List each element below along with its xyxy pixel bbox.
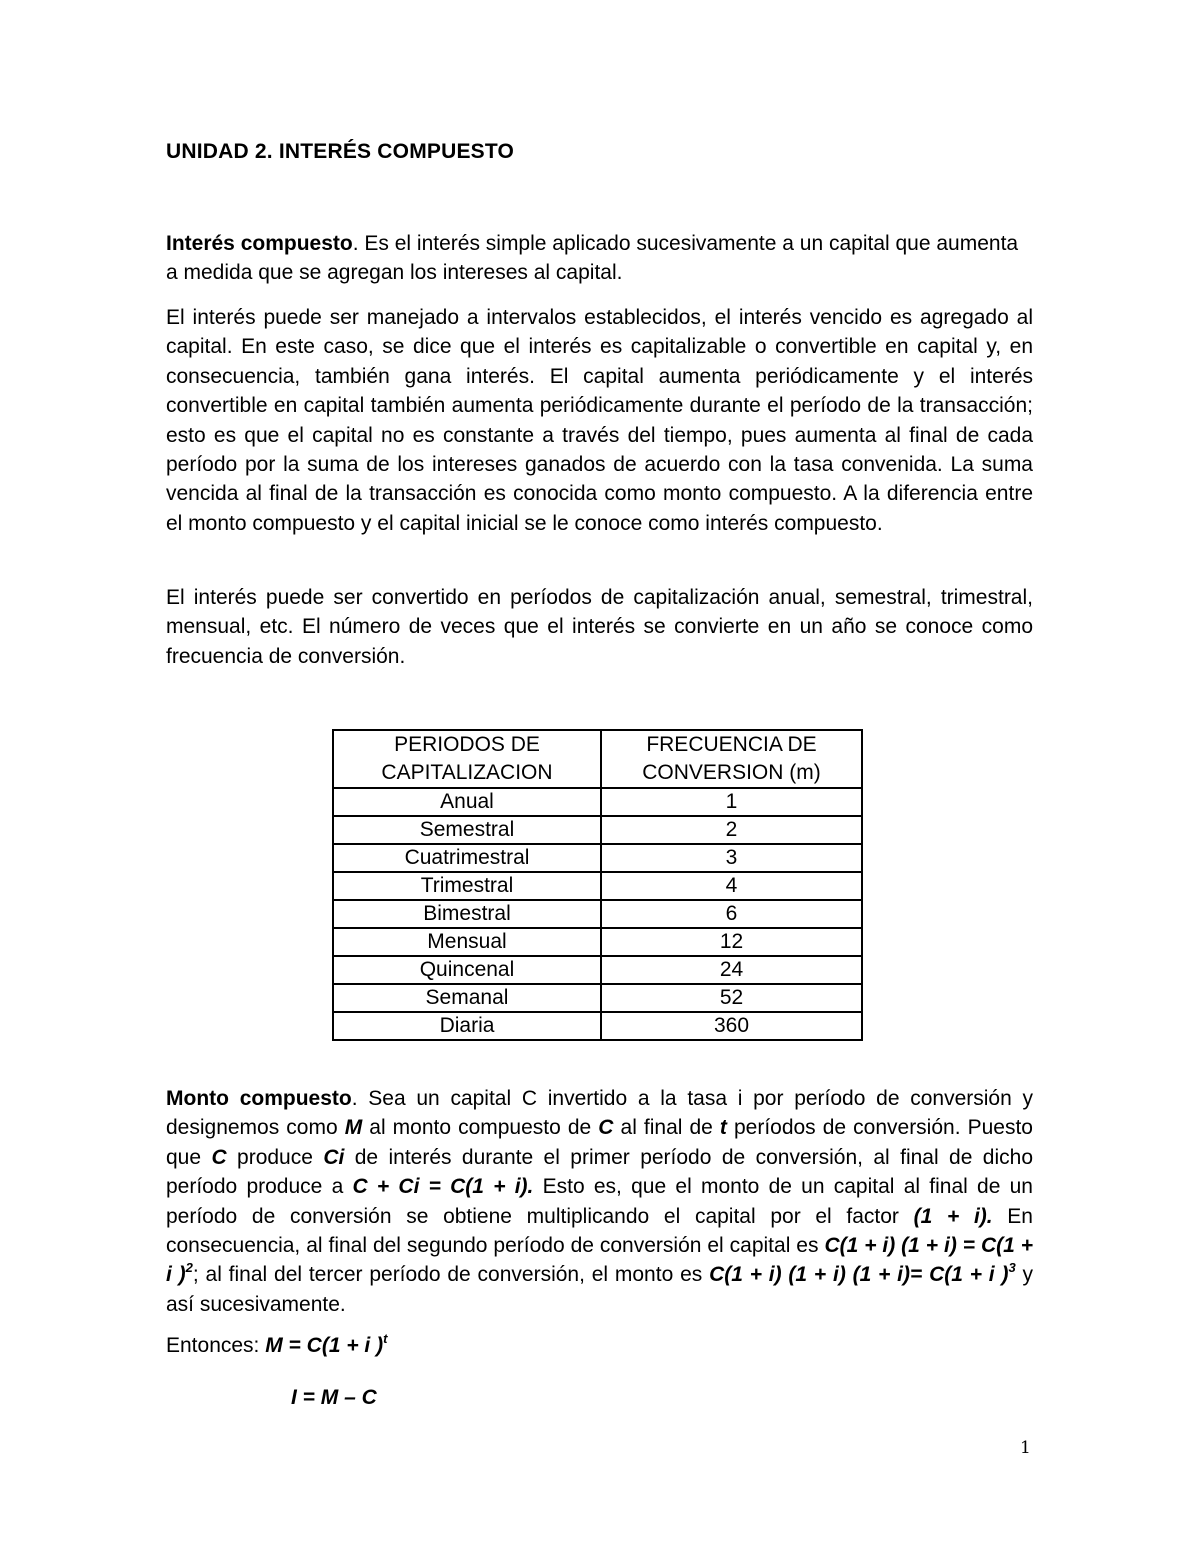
formula-m (265, 1331, 388, 1357)
equation-text: C(1 + i) (1 + i) = C(1 + i ) (166, 1234, 1034, 1287)
text-segment: produce (226, 1145, 324, 1169)
text-segment: al final de (613, 1116, 720, 1140)
paragraph-monto-compuesto (166, 1084, 1033, 1319)
period-cell: Diaria (333, 1012, 601, 1040)
page-number: 1 (1020, 1438, 1031, 1458)
definition-text: . Es el interés simple aplicado sucesivamente a un capital que aumenta a medida que se agregan los intereses al capital. (166, 232, 1019, 285)
period-cell: Bimestral (333, 900, 601, 928)
equation-first-period: C + Ci = C(1 + i). (352, 1175, 534, 1199)
symbol-ci: Ci (323, 1145, 345, 1169)
text-segment: En consecuencia, al final del segundo período de conversión el capital es (166, 1204, 1033, 1258)
formula-interes: I = M – C (291, 1386, 377, 1409)
header-periods: PERIODOS DE CAPITALIZACION (333, 730, 601, 788)
paragraph-capitalization: El interés puede ser manejado a intervalos establecidos, el interés vencido es agregado al capital. En este caso, se dice que el interés es capitalizable o convertible en capital y, en consecuencia, también gana interés. El capital aumenta periódicamente y el interés convertible en capital también aumenta periódicamente durante el período de la transacción; esto es que el capital no es constante a través del tiempo, pues aumenta al final de cada período por la suma de los intereses ganados de acuerdo con la tasa convenida. La suma vencida al final de la transacción es conocida como monto compuesto. A la diferencia entre el monto compuesto y el capital inicial se le conoce como interés compuesto. (166, 306, 1033, 535)
table-row (333, 928, 862, 956)
formula-monto (166, 1331, 388, 1358)
text-segment: y así sucesivamente. (166, 1263, 1033, 1316)
period-cell: Semanal (333, 984, 601, 1012)
text-segment: períodos de conversión. Puesto que (166, 1116, 1033, 1169)
period-cell: Anual (333, 788, 601, 816)
symbol-t: t (719, 1116, 727, 1140)
frequency-cell: 2 (601, 816, 862, 844)
formula-text: M = C(1 + i ) (265, 1334, 384, 1357)
conversion-frequency-table (332, 729, 863, 1041)
exponent: t (383, 1331, 388, 1346)
period-cell: Mensual (333, 928, 601, 956)
equation-factor: (1 + i). (913, 1204, 993, 1228)
period-cell: Trimestral (333, 872, 601, 900)
frequency-cell: 360 (601, 1012, 862, 1040)
frequency-cell: 3 (601, 844, 862, 872)
table-row (333, 956, 862, 984)
paragraph-conversion-frequency: El interés puede ser convertido en períodos de capitalización anual, semestral, trimestral, mensual, etc. El número de veces que el interés se convierte en un año se conoce como frecuencia de conversión. (166, 586, 1033, 668)
period-cell: Cuatrimestral (333, 844, 601, 872)
table-row (333, 900, 862, 928)
table-header-row (333, 730, 862, 788)
equation-text: C(1 + i) (1 + i) (1 + i)= C(1 + i ) (709, 1263, 1009, 1287)
page-title: UNIDAD 2. INTERÉS COMPUESTO (166, 140, 515, 163)
exponent: 3 (1008, 1260, 1016, 1276)
text-segment: . Sea un capital C invertido a la tasa i por período de conversión y designemos como (166, 1087, 1033, 1140)
table-row (333, 1012, 862, 1040)
table-row (333, 872, 862, 900)
text-segment: al monto compuesto de (362, 1116, 599, 1140)
frequency-cell: 52 (601, 984, 862, 1012)
frequency-cell: 4 (601, 872, 862, 900)
text-segment: ; al final del tercer período de conversión, el monto es (192, 1263, 710, 1287)
table-row (333, 788, 862, 816)
paragraph-definition (166, 229, 1033, 288)
frequency-cell: 6 (601, 900, 862, 928)
symbol-m: M (344, 1116, 363, 1140)
symbol-c: C (598, 1116, 614, 1140)
frequency-cell: 24 (601, 956, 862, 984)
table-row (333, 984, 862, 1012)
symbol-c: C (211, 1145, 227, 1169)
term-interes-compuesto: Interés compuesto (166, 232, 353, 255)
frequency-cell: 1 (601, 788, 862, 816)
equation-third-period (709, 1260, 1016, 1287)
text-segment: Esto es, que el monto de un capital al final de un período de conversión se obtiene multiplicando el capital por el factor (166, 1175, 1033, 1228)
term-monto-compuesto: Monto compuesto (166, 1087, 352, 1110)
period-cell: Semestral (333, 816, 601, 844)
formula-lead: Entonces: (166, 1334, 266, 1357)
exponent: 2 (185, 1260, 193, 1276)
table-row (333, 816, 862, 844)
period-cell: Quincenal (333, 956, 601, 984)
text-segment: de interés durante el primer período de conversión, al final de dicho período produce a (166, 1145, 1034, 1199)
header-frequency: FRECUENCIA DE CONVERSION (m) (601, 730, 862, 788)
table-row (333, 844, 862, 872)
frequency-cell: 12 (601, 928, 862, 956)
